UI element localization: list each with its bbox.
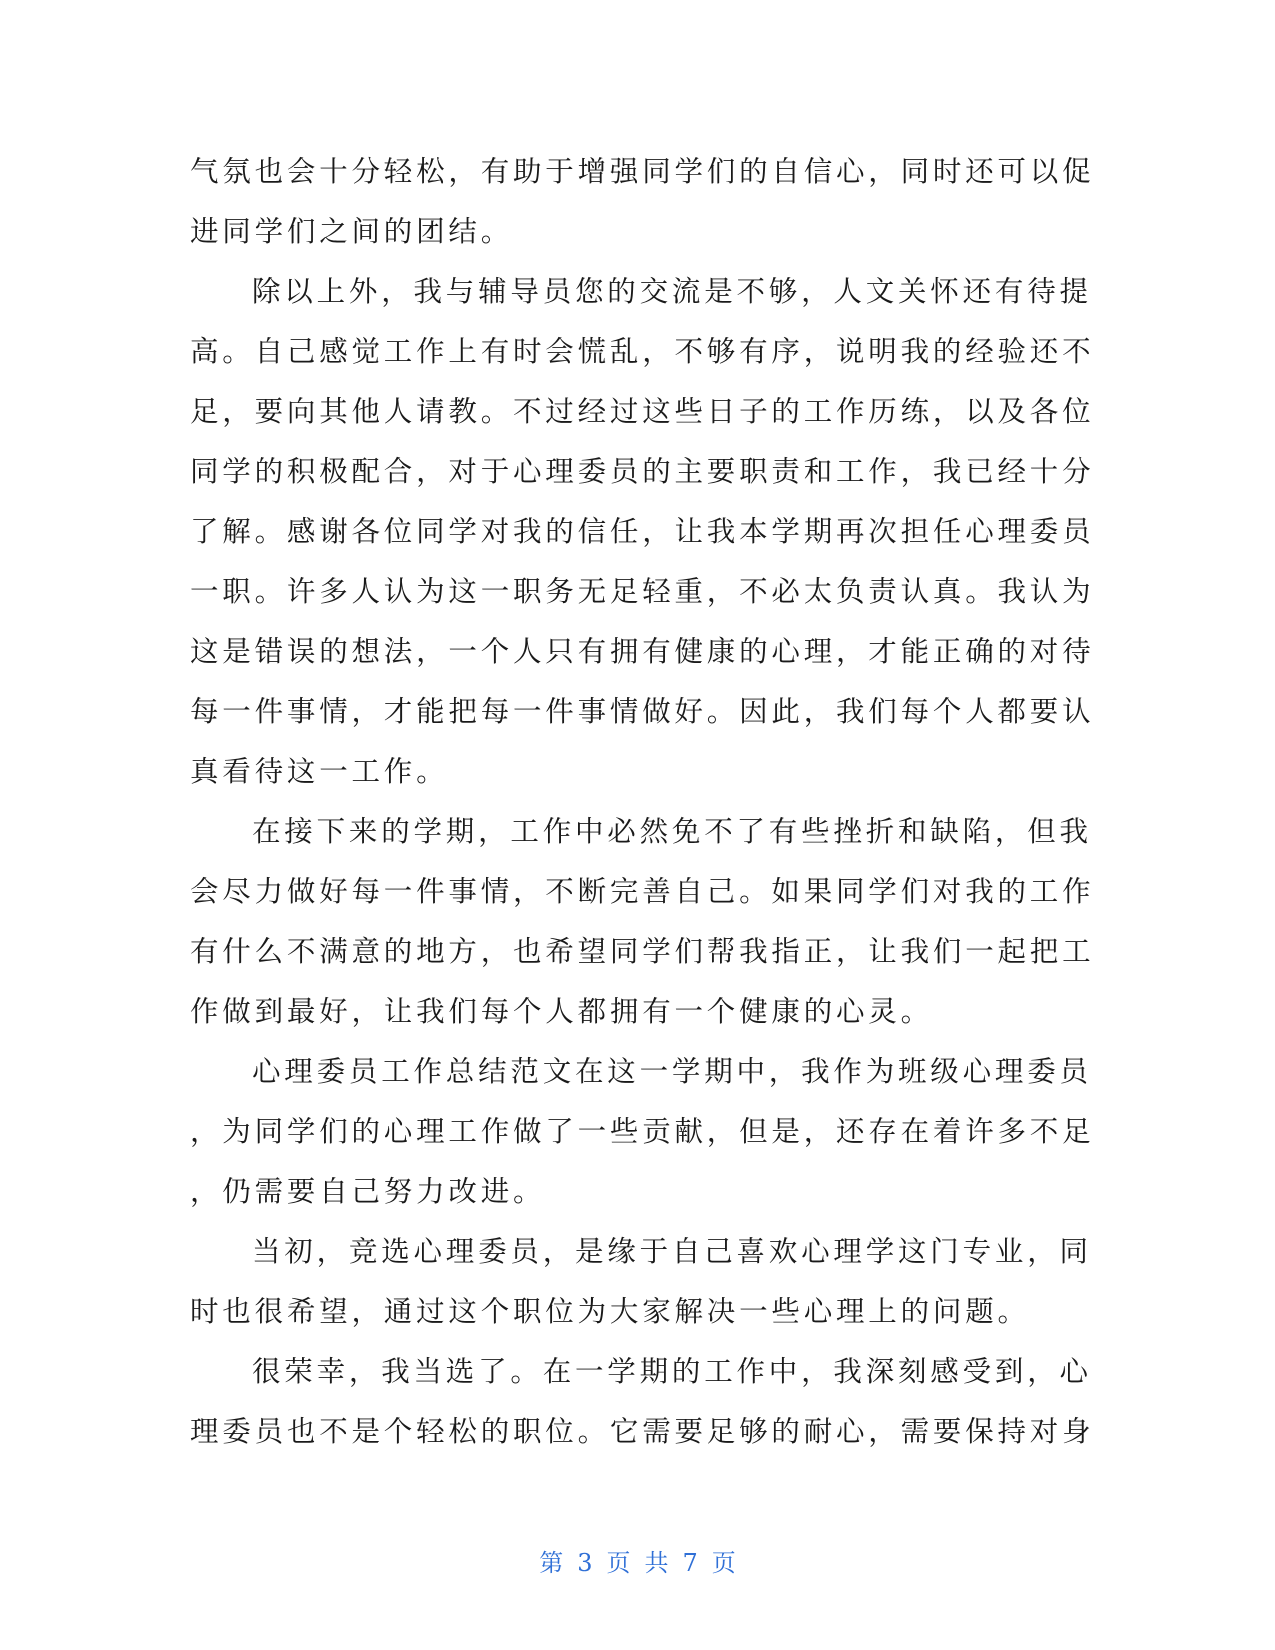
text-line: 有什么不满意的地方，也希望同学们帮我指正，让我们一起把工 (190, 935, 1095, 968)
text-line: 每一件事情，才能把每一件事情做好。因此，我们每个人都要认 (190, 695, 1095, 728)
text-line: 足，要向其他人请教。不过经过这些日子的工作历练，以及各位 (190, 395, 1095, 428)
text-line: 一职。许多人认为这一职务无足轻重，不必太负责认真。我认为 (190, 575, 1095, 608)
text-line: 会尽力做好每一件事情，不断完善自己。如果同学们对我的工作 (190, 875, 1095, 908)
paragraph-start-line: 很荣幸，我当选了。在一学期的工作中，我深刻感受到，心 (252, 1355, 1092, 1388)
page-footer (0, 1543, 1275, 1578)
paragraph-start-line: 当初，竞选心理委员，是缘于自己喜欢心理学这门专业，同 (252, 1235, 1092, 1268)
current-page-number: 3 (577, 1549, 593, 1577)
text-line: ，仍需要自己努力改进。 (190, 1175, 546, 1208)
text-line: 时也很希望，通过这个职位为大家解决一些心理上的问题。 (190, 1295, 1030, 1328)
text-line: 气氛也会十分轻松，有助于增强同学们的自信心，同时还可以促 (190, 155, 1095, 188)
text-line: 理委员也不是个轻松的职位。它需要足够的耐心，需要保持对身 (190, 1415, 1095, 1448)
text-line: 作做到最好，让我们每个人都拥有一个健康的心灵。 (190, 995, 933, 1028)
text-line: 真看待这一工作。 (190, 755, 449, 788)
total-pages-number: 7 (682, 1549, 698, 1577)
paragraph-start-line: 在接下来的学期，工作中必然免不了有些挫折和缺陷，但我 (252, 815, 1092, 848)
text-line: ，为同学们的心理工作做了一些贡献，但是，还存在着许多不足 (190, 1115, 1095, 1148)
text-line: 进同学们之间的团结。 (190, 215, 514, 248)
text-line: 高。自己感觉工作上有时会慌乱，不够有序，说明我的经验还不 (190, 335, 1095, 368)
footer-ye-end: 页 (711, 1549, 736, 1577)
text-line: 了解。感谢各位同学对我的信任，让我本学期再次担任心理委员 (190, 515, 1095, 548)
paragraph-start-line: 心理委员工作总结范文在这一学期中，我作为班级心理委员 (252, 1055, 1092, 1088)
document-body (190, 142, 1095, 1462)
text-line: 同学的积极配合，对于心理委员的主要职责和工作，我已经十分 (190, 455, 1095, 488)
footer-ye: 页 (606, 1549, 631, 1577)
text-line: 这是错误的想法，一个人只有拥有健康的心理，才能正确的对待 (190, 635, 1095, 668)
footer-gong: 共 (644, 1549, 669, 1577)
paragraph-start-line: 除以上外，我与辅导员您的交流是不够，人文关怀还有待提 (252, 275, 1092, 308)
footer-di: 第 (539, 1549, 564, 1577)
